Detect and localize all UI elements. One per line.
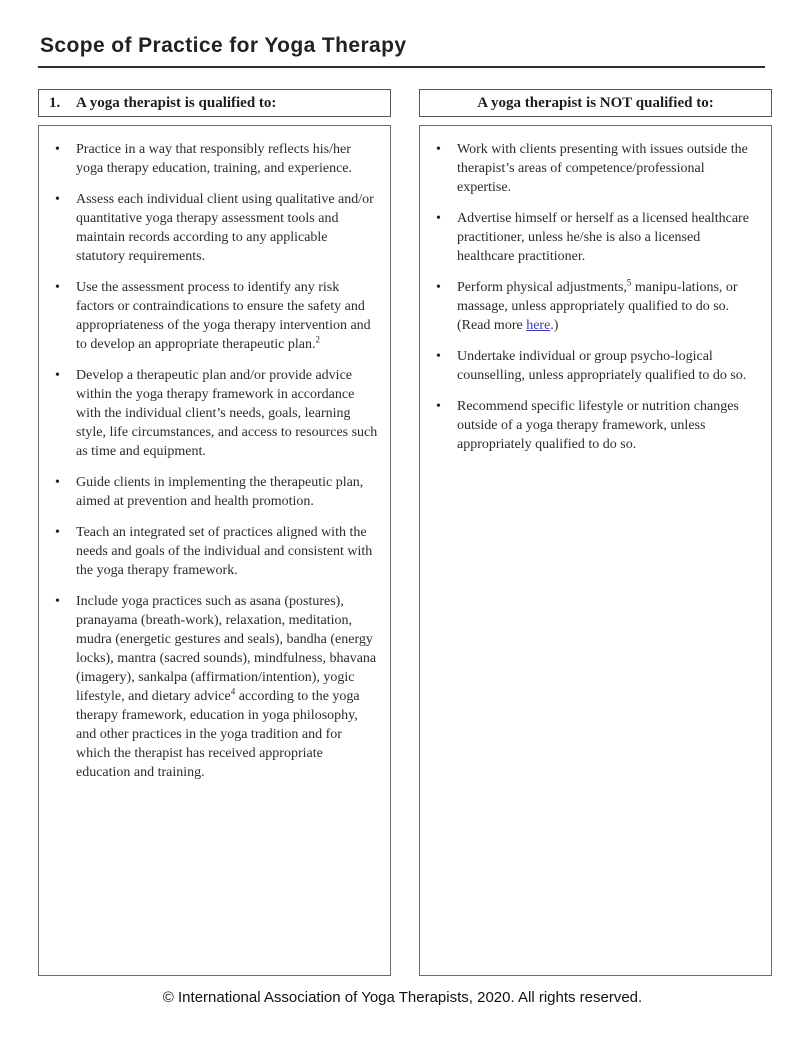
list-item: • Recommend specific lifestyle or nutrition changes outside of a yoga therapy framework, unless appropriately qualified to do so. [457, 397, 759, 454]
not-qualified-list [420, 140, 771, 454]
qualified-header-number: 1. [49, 94, 61, 111]
not-qualified-header-text: A yoga therapist is NOT qualified to: [477, 94, 714, 111]
not-qualified-column [419, 89, 772, 976]
two-column-layout [38, 89, 805, 976]
copyright-notice: © International Association of Yoga Therapists, 2020. All rights reserved. [162, 989, 643, 1006]
footnote-reference: 4 [230, 686, 236, 697]
not-qualified-header [419, 89, 772, 117]
list-item: • Work with clients presenting with issues outside the therapist’s areas of competence/professional expertise. [457, 140, 759, 197]
list-item: • Use the assessment process to identify any risk factors or contraindications to ensure the safety and appropriateness of the yoga therapy intervention and to develop an appropriate therapeutic plan.$^2$ [76, 278, 378, 354]
title-rule [38, 66, 765, 68]
read-more-link[interactable]: here [526, 318, 551, 333]
list-item: • Develop a therapeutic plan and/or provide advice within the yoga therapy framework in accordance with the individual client’s needs, goals, learning style, life circumstances, and access to resources such as time and equipment. [76, 366, 378, 461]
list-item: • Advertise himself or herself as a licensed healthcare practitioner, unless he/she is also a licensed healthcare practitioner. [457, 209, 759, 266]
list-item: • Perform physical adjustments,$^5$ manipu-lations, or massage, unless appropriately qualified to do so. (Read more here.) [457, 278, 759, 335]
page-title: Scope of Practice for Yoga Therapy [40, 34, 407, 57]
qualified-list-box [38, 125, 391, 976]
footnote-reference: 2 [315, 334, 320, 345]
qualified-header-text: A yoga therapist is qualified to: [76, 94, 277, 111]
list-item: • Undertake individual or group psycho-logical counselling, unless appropriately qualified to do so. [457, 347, 759, 385]
list-item: • Teach an integrated set of practices aligned with the needs and goals of the individual and consistent with the yoga therapy framework. [76, 523, 378, 580]
qualified-list [39, 140, 390, 782]
document-page [0, 34, 805, 1006]
qualified-header [38, 89, 391, 117]
list-item: • Guide clients in implementing the therapeutic plan, aimed at prevention and health promotion. [76, 473, 378, 511]
not-qualified-list-box [419, 125, 772, 976]
footnote-reference: 5 [626, 277, 632, 288]
qualified-column [38, 89, 391, 976]
list-item: • Include yoga practices such as asana (postures), pranayama (breath-work), relaxation, meditation, mudra (energetic gestures and seals), bandha (energy locks), mantra (sacred sounds), mindfulness, bhavana (imagery), sankalpa (affirmation/intention), yogic lifestyle, and dietary advice$^4$ according to the yoga therapy framework, education in yoga philosophy, and other practices in the yoga tradition and for which the therapist has received appropriate education and training. [76, 592, 378, 782]
list-item: • Assess each individual client using qualitative and/or quantitative yoga therapy assessment tools and maintain records according to any applicable statutory requirements. [76, 190, 378, 266]
list-item: • Practice in a way that responsibly reflects his/her yoga therapy education, training, and experience. [76, 140, 378, 178]
